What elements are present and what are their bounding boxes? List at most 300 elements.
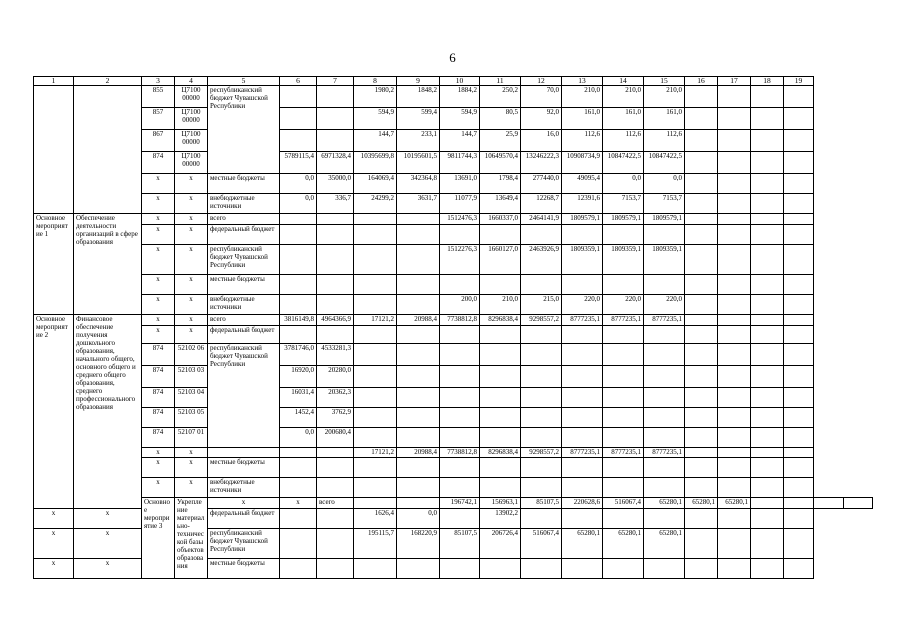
- value-cell-col-6: [280, 478, 317, 498]
- value-cell-col-19: [784, 478, 814, 498]
- value-cell-col-15: 8777235,1: [644, 315, 685, 326]
- category-cell: Основное мероприятие 2: [34, 315, 74, 509]
- source-label: всего: [208, 214, 280, 225]
- source-label: республиканский бюджет Чувашской Республики: [208, 86, 280, 174]
- value-cell-col-14: [603, 366, 644, 388]
- value-cell-col-19: [784, 86, 814, 108]
- value-cell-col-14: 8777235,1: [603, 448, 644, 458]
- value-cell-col-9: 20988,4: [397, 315, 440, 326]
- value-cell-col-19: [784, 214, 814, 225]
- x-mark: х: [74, 529, 142, 559]
- value-cell-col-10: 9811744,3: [440, 152, 480, 174]
- value-cell-col-8: [354, 344, 397, 366]
- value-cell-col-8: [354, 214, 397, 225]
- value-cell-col-17: [718, 214, 751, 225]
- value-cell-col-12: 277440,0: [521, 174, 562, 194]
- source-label: республиканский бюджет Чувашской Республики: [208, 245, 280, 275]
- value-cell-col-10: 1884,2: [440, 86, 480, 108]
- value-cell-col-10: 144,7: [440, 130, 480, 152]
- value-cell-col-9: 599,4: [397, 108, 440, 130]
- value-cell-col-18: [751, 509, 784, 529]
- value-cell-col-16: [685, 428, 718, 448]
- col-header-12: 12: [521, 77, 562, 86]
- value-cell-col-6: [280, 529, 317, 559]
- value-cell-col-8: [354, 225, 397, 245]
- value-cell-col-6: 0,0: [280, 428, 317, 448]
- x-mark: х: [34, 509, 74, 529]
- source-label: всего: [317, 498, 354, 509]
- value-cell-col-16: [685, 108, 718, 130]
- grbs-code: 874: [142, 152, 175, 174]
- value-cell-col-7: 20280,0: [317, 366, 354, 388]
- value-cell-col-12: [521, 478, 562, 498]
- value-cell-col-13: 65280,1: [644, 498, 685, 509]
- x-mark: х: [175, 194, 208, 214]
- value-cell-col-15: [644, 559, 685, 579]
- value-cell-col-16: [685, 275, 718, 295]
- value-cell-col-6: [280, 295, 317, 315]
- value-cell-col-19: [784, 388, 814, 408]
- value-cell-col-14: 65280,1: [603, 529, 644, 559]
- value-cell-col-11: [480, 408, 521, 428]
- value-cell-col-7: 6971328,4: [317, 152, 354, 174]
- value-cell-col-16: [685, 448, 718, 458]
- value-cell-col-8: [354, 275, 397, 295]
- value-cell-col-15: 1809579,1: [644, 214, 685, 225]
- value-cell-col-6: [280, 458, 317, 478]
- value-cell-col-9: [397, 428, 440, 448]
- value-cell-col-8: 164069,4: [354, 174, 397, 194]
- source-label: всего: [208, 315, 280, 326]
- value-cell-col-17: [718, 326, 751, 344]
- value-cell-col-19: [784, 315, 814, 326]
- value-cell-col-12: [521, 344, 562, 366]
- value-cell-col-13: [562, 326, 603, 344]
- x-mark: х: [74, 559, 142, 579]
- source-label: местные бюджеты: [208, 174, 280, 194]
- value-cell-col-14: 220,0: [603, 295, 644, 315]
- value-cell-col-17: [718, 225, 751, 245]
- value-cell-col-10: [440, 225, 480, 245]
- table-row: [34, 408, 873, 428]
- table-row: [34, 130, 873, 152]
- value-cell-col-12: [521, 388, 562, 408]
- value-cell-col-11: 1660127,0: [480, 245, 521, 275]
- value-cell-col-14: 161,0: [603, 108, 644, 130]
- value-cell-col-15: [644, 326, 685, 344]
- value-cell-col-10: 594,9: [440, 108, 480, 130]
- value-cell-col-9: 0,0: [397, 509, 440, 529]
- col-header-10: 10: [440, 77, 480, 86]
- source-label: федеральный бюджет: [208, 225, 280, 245]
- value-cell-col-17: [718, 275, 751, 295]
- col-header-13: 13: [562, 77, 603, 86]
- value-cell-col-15: 220,0: [644, 295, 685, 315]
- value-cell-col-8: 144,7: [354, 130, 397, 152]
- value-cell-col-11: [480, 225, 521, 245]
- value-cell-col-9: [397, 225, 440, 245]
- col-header-11: 11: [480, 77, 521, 86]
- value-cell-col-8: 1980,2: [354, 86, 397, 108]
- value-cell-col-7: 3762,9: [317, 408, 354, 428]
- value-cell-col-14: 10847422,5: [603, 152, 644, 174]
- value-cell-col-10: [440, 366, 480, 388]
- value-cell-col-6: [280, 326, 317, 344]
- value-cell-col-12: [521, 408, 562, 428]
- value-cell-col-13: [562, 388, 603, 408]
- value-cell-col-16: [685, 214, 718, 225]
- value-cell-col-13: 10908734,9: [562, 152, 603, 174]
- col-header-7: 7: [317, 77, 354, 86]
- value-cell-col-7: 20362,3: [317, 388, 354, 408]
- value-cell-col-7: [317, 326, 354, 344]
- value-cell-col-13: 210,0: [562, 86, 603, 108]
- value-cell-col-15: 7153,7: [644, 194, 685, 214]
- table-row: [34, 498, 873, 509]
- value-cell-col-19: [784, 408, 814, 428]
- value-cell-col-15: [644, 478, 685, 498]
- value-cell-col-18: [751, 152, 784, 174]
- value-cell-col-7: [317, 86, 354, 108]
- value-cell-col-11: [480, 326, 521, 344]
- value-cell-col-14: [603, 225, 644, 245]
- name-cell: Обеспечение деятельности организаций в сфере образования: [74, 214, 142, 315]
- grbs-code: 874: [142, 428, 175, 448]
- value-cell-col-10: 13691,0: [440, 174, 480, 194]
- source-label: местные бюджеты: [208, 559, 280, 579]
- value-cell-col-10: 7738812,8: [440, 448, 480, 458]
- value-cell-col-18: [751, 315, 784, 326]
- value-cell-col-14: [603, 344, 644, 366]
- value-cell-col-7: [317, 509, 354, 529]
- value-cell-col-14: 8777235,1: [603, 315, 644, 326]
- table-row: [34, 326, 873, 344]
- value-cell-col-12: 9298557,2: [521, 448, 562, 458]
- x-mark: х: [175, 326, 208, 344]
- value-cell-col-13: 1809359,1: [562, 245, 603, 275]
- value-cell-col-13: 65280,1: [562, 529, 603, 559]
- value-cell-col-6: [280, 86, 317, 108]
- value-cell-col-11: 13902,2: [480, 509, 521, 529]
- target-code: 52102 06: [175, 344, 208, 366]
- value-cell-col-6: [280, 108, 317, 130]
- value-cell-col-13: [562, 408, 603, 428]
- value-cell-col-8: 17121,2: [354, 315, 397, 326]
- source-label: внебюджетные источники: [208, 295, 280, 315]
- value-cell-col-15: 65280,1: [644, 529, 685, 559]
- table-row: [34, 275, 873, 295]
- value-cell-col-11: [480, 458, 521, 478]
- value-cell-col-16: [685, 315, 718, 326]
- value-cell-col-11: [480, 428, 521, 448]
- grbs-code: 874: [142, 344, 175, 366]
- value-cell-col-7: [317, 275, 354, 295]
- value-cell-col-16: [685, 366, 718, 388]
- value-cell-col-9: [397, 326, 440, 344]
- value-cell-col-12: 215,0: [521, 295, 562, 315]
- value-cell-col-19: [784, 428, 814, 448]
- value-cell-col-15: [644, 458, 685, 478]
- value-cell-col-17: [718, 428, 751, 448]
- table-row: [34, 86, 873, 108]
- x-mark: х: [175, 295, 208, 315]
- x-mark: х: [280, 498, 317, 509]
- name-cell: Финансовое обеспечение получения дошкольного образования, начального общего, основного общего и среднего общего образования, среднего профессионального образования: [74, 315, 142, 509]
- value-cell-col-15: [644, 275, 685, 295]
- value-cell-col-17: [718, 478, 751, 498]
- value-cell-col-18: [751, 326, 784, 344]
- value-cell-col-11: 210,0: [480, 295, 521, 315]
- value-cell-col-13: 8777235,1: [562, 448, 603, 458]
- value-cell-col-9: 233,1: [397, 130, 440, 152]
- value-cell-col-13: [562, 458, 603, 478]
- category-cell: Основное мероприятие 1: [34, 214, 74, 315]
- value-cell-col-10: [440, 388, 480, 408]
- value-cell-col-11: [480, 366, 521, 388]
- table-row: [34, 344, 873, 366]
- value-cell-col-15: 65280,1: [718, 498, 751, 509]
- value-cell-col-13: 8777235,1: [562, 315, 603, 326]
- value-cell-col-17: [718, 388, 751, 408]
- value-cell-col-17: [718, 174, 751, 194]
- value-cell-col-8: [354, 326, 397, 344]
- source-label: местные бюджеты: [208, 458, 280, 478]
- value-cell-col-7: [317, 448, 354, 458]
- value-cell-col-12: [521, 275, 562, 295]
- value-cell-col-14: 112,6: [603, 130, 644, 152]
- value-cell-col-15: [644, 344, 685, 366]
- value-cell-col-9: [397, 366, 440, 388]
- value-cell-col-10: 1512476,3: [440, 214, 480, 225]
- value-cell-col-18: [751, 366, 784, 388]
- value-cell-col-18: [751, 194, 784, 214]
- source-label: республиканский бюджет Чувашской Республики: [208, 344, 280, 448]
- table-row: [34, 448, 873, 458]
- x-mark: х: [175, 275, 208, 295]
- table-row: [34, 478, 873, 498]
- value-cell-col-8: [354, 408, 397, 428]
- value-cell-col-9: [397, 214, 440, 225]
- value-cell-col-15: 161,0: [644, 108, 685, 130]
- value-cell-col-17: [718, 509, 751, 529]
- value-cell-col-12: [521, 326, 562, 344]
- value-cell-col-15: [644, 428, 685, 448]
- value-cell-col-15: 112,6: [644, 130, 685, 152]
- value-cell-col-14: [603, 428, 644, 448]
- value-cell-col-18: [751, 245, 784, 275]
- grbs-code: 867: [142, 130, 175, 152]
- value-cell-col-10: [440, 478, 480, 498]
- value-cell-col-6: [280, 559, 317, 579]
- value-cell-col-15: [644, 388, 685, 408]
- value-cell-col-18: [751, 108, 784, 130]
- value-cell-col-17: [718, 245, 751, 275]
- table-row: [34, 366, 873, 388]
- value-cell-col-15: [644, 509, 685, 529]
- value-cell-col-13: [562, 428, 603, 448]
- x-mark: х: [142, 295, 175, 315]
- grbs-code: 874: [142, 408, 175, 428]
- value-cell-col-15: [644, 408, 685, 428]
- x-mark: х: [175, 214, 208, 225]
- value-cell-col-11: 250,2: [480, 86, 521, 108]
- value-cell-col-15: 10847422,5: [644, 152, 685, 174]
- value-cell-col-7: 4533281,3: [317, 344, 354, 366]
- col-header-19: 19: [784, 77, 814, 86]
- value-cell-col-6: 0,0: [280, 174, 317, 194]
- table-row: [34, 388, 873, 408]
- value-cell-col-6: [280, 448, 317, 458]
- name-cell: Укрепление материально-технической базы объектов образования: [175, 498, 208, 579]
- value-cell-col-19: [784, 326, 814, 344]
- value-cell-col-12: 2463926,9: [521, 245, 562, 275]
- value-cell-col-18: [751, 275, 784, 295]
- source-label: федеральный бюджет: [208, 326, 280, 344]
- value-cell-col-18: [751, 529, 784, 559]
- table-row: [34, 174, 873, 194]
- x-mark: х: [142, 174, 175, 194]
- value-cell-col-19: [784, 152, 814, 174]
- x-mark: х: [175, 448, 208, 458]
- value-cell-col-7: [317, 108, 354, 130]
- value-cell-col-16: [685, 408, 718, 428]
- value-cell-col-7: [317, 295, 354, 315]
- value-cell-col-9: 3631,7: [397, 194, 440, 214]
- value-cell-col-11: [480, 559, 521, 579]
- value-cell-col-18: [751, 214, 784, 225]
- value-cell-col-7: [317, 225, 354, 245]
- x-mark: х: [142, 214, 175, 225]
- value-cell-col-12: [521, 428, 562, 448]
- value-cell-col-10: [440, 326, 480, 344]
- value-cell-col-9: 1848,2: [397, 86, 440, 108]
- value-cell-col-10: [440, 275, 480, 295]
- value-cell-col-7: [317, 559, 354, 579]
- value-cell-col-10: [440, 408, 480, 428]
- value-cell-col-19: [784, 194, 814, 214]
- value-cell-col-17: [718, 295, 751, 315]
- value-cell-col-14: 210,0: [603, 86, 644, 108]
- value-cell-col-9: [397, 344, 440, 366]
- value-cell-col-8: [354, 478, 397, 498]
- category-cell: Основное мероприятие 3: [142, 498, 175, 579]
- value-cell-col-11: 25,9: [480, 130, 521, 152]
- value-cell-col-14: [603, 275, 644, 295]
- value-cell-col-16: [685, 458, 718, 478]
- table-row: [34, 295, 873, 315]
- value-cell-col-13: [562, 275, 603, 295]
- x-mark: х: [175, 458, 208, 478]
- value-cell-col-17: [718, 344, 751, 366]
- value-cell-col-8: [354, 295, 397, 315]
- value-cell-col-9: 10195601,5: [397, 152, 440, 174]
- value-cell-col-15: [644, 225, 685, 245]
- value-cell-col-18: [751, 478, 784, 498]
- value-cell-col-9: 342364,8: [397, 174, 440, 194]
- value-cell-col-13: 49095,4: [562, 174, 603, 194]
- value-cell-col-18: [751, 295, 784, 315]
- value-cell-col-19: [784, 509, 814, 529]
- value-cell-col-16: [685, 559, 718, 579]
- value-cell-col-9: [397, 458, 440, 478]
- x-mark: х: [175, 225, 208, 245]
- value-cell-col-16: [685, 225, 718, 245]
- value-cell-col-6: [280, 130, 317, 152]
- value-cell-col-6: [280, 225, 317, 245]
- value-cell-col-16: [685, 509, 718, 529]
- value-cell-col-9: [397, 408, 440, 428]
- value-cell-col-14: [603, 408, 644, 428]
- value-cell-col-9: [397, 388, 440, 408]
- x-mark: х: [142, 315, 175, 326]
- value-cell-col-16: [685, 529, 718, 559]
- table-row: [34, 315, 873, 326]
- table-row: [34, 194, 873, 214]
- value-cell-col-16: [685, 174, 718, 194]
- x-mark: х: [34, 529, 74, 559]
- value-cell-col-18: [751, 86, 784, 108]
- value-cell-col-13: 220,0: [562, 295, 603, 315]
- target-code: Ц7100 00000: [175, 130, 208, 152]
- value-cell-col-19: [784, 130, 814, 152]
- value-cell-col-8: 594,9: [354, 108, 397, 130]
- value-cell-col-14: 65280,1: [685, 498, 718, 509]
- value-cell-col-12: 12268,7: [521, 194, 562, 214]
- x-mark: х: [142, 225, 175, 245]
- source-label: федеральный бюджет: [208, 509, 280, 529]
- value-cell-col-11: [480, 344, 521, 366]
- value-cell-col-7: [317, 478, 354, 498]
- value-cell-col-12: 516067,4: [521, 529, 562, 559]
- col-header-2: 2: [74, 77, 142, 86]
- value-cell-col-15: 1809359,1: [644, 245, 685, 275]
- value-cell-col-8: 24299,2: [354, 194, 397, 214]
- col-header-14: 14: [603, 77, 644, 86]
- value-cell-col-16: [685, 344, 718, 366]
- value-cell-col-13: 112,6: [562, 130, 603, 152]
- value-cell-col-7: [317, 529, 354, 559]
- value-cell-col-9: [397, 295, 440, 315]
- value-cell-col-12: 92,0: [521, 108, 562, 130]
- value-cell-col-10: 11077,9: [440, 194, 480, 214]
- value-cell-col-16: [685, 194, 718, 214]
- value-cell-col-11: 8296838,4: [480, 448, 521, 458]
- value-cell-col-6: 3816149,8: [280, 315, 317, 326]
- value-cell-col-10: [440, 428, 480, 448]
- value-cell-col-15: 210,0: [644, 86, 685, 108]
- value-cell-col-18: [751, 428, 784, 448]
- value-cell-col-17: [718, 152, 751, 174]
- value-cell-col-14: [603, 559, 644, 579]
- value-cell-col-8: [354, 388, 397, 408]
- value-cell-col-11: 1798,4: [480, 174, 521, 194]
- value-cell-col-18: [751, 559, 784, 579]
- value-cell-col-18: [751, 458, 784, 478]
- col-header-16: 16: [685, 77, 718, 86]
- value-cell-col-13: 161,0: [562, 108, 603, 130]
- col-header-3: 3: [142, 77, 175, 86]
- budget-table: [33, 76, 873, 579]
- value-cell-col-6: [280, 275, 317, 295]
- value-cell-col-6: [280, 509, 317, 529]
- col-header-6: 6: [280, 77, 317, 86]
- value-cell-col-6: 16920,0: [280, 366, 317, 388]
- value-cell-col-14: [603, 509, 644, 529]
- x-mark: х: [175, 315, 208, 326]
- value-cell-col-18: [751, 388, 784, 408]
- value-cell-col-18: [751, 174, 784, 194]
- value-cell-col-8: 1626,4: [354, 509, 397, 529]
